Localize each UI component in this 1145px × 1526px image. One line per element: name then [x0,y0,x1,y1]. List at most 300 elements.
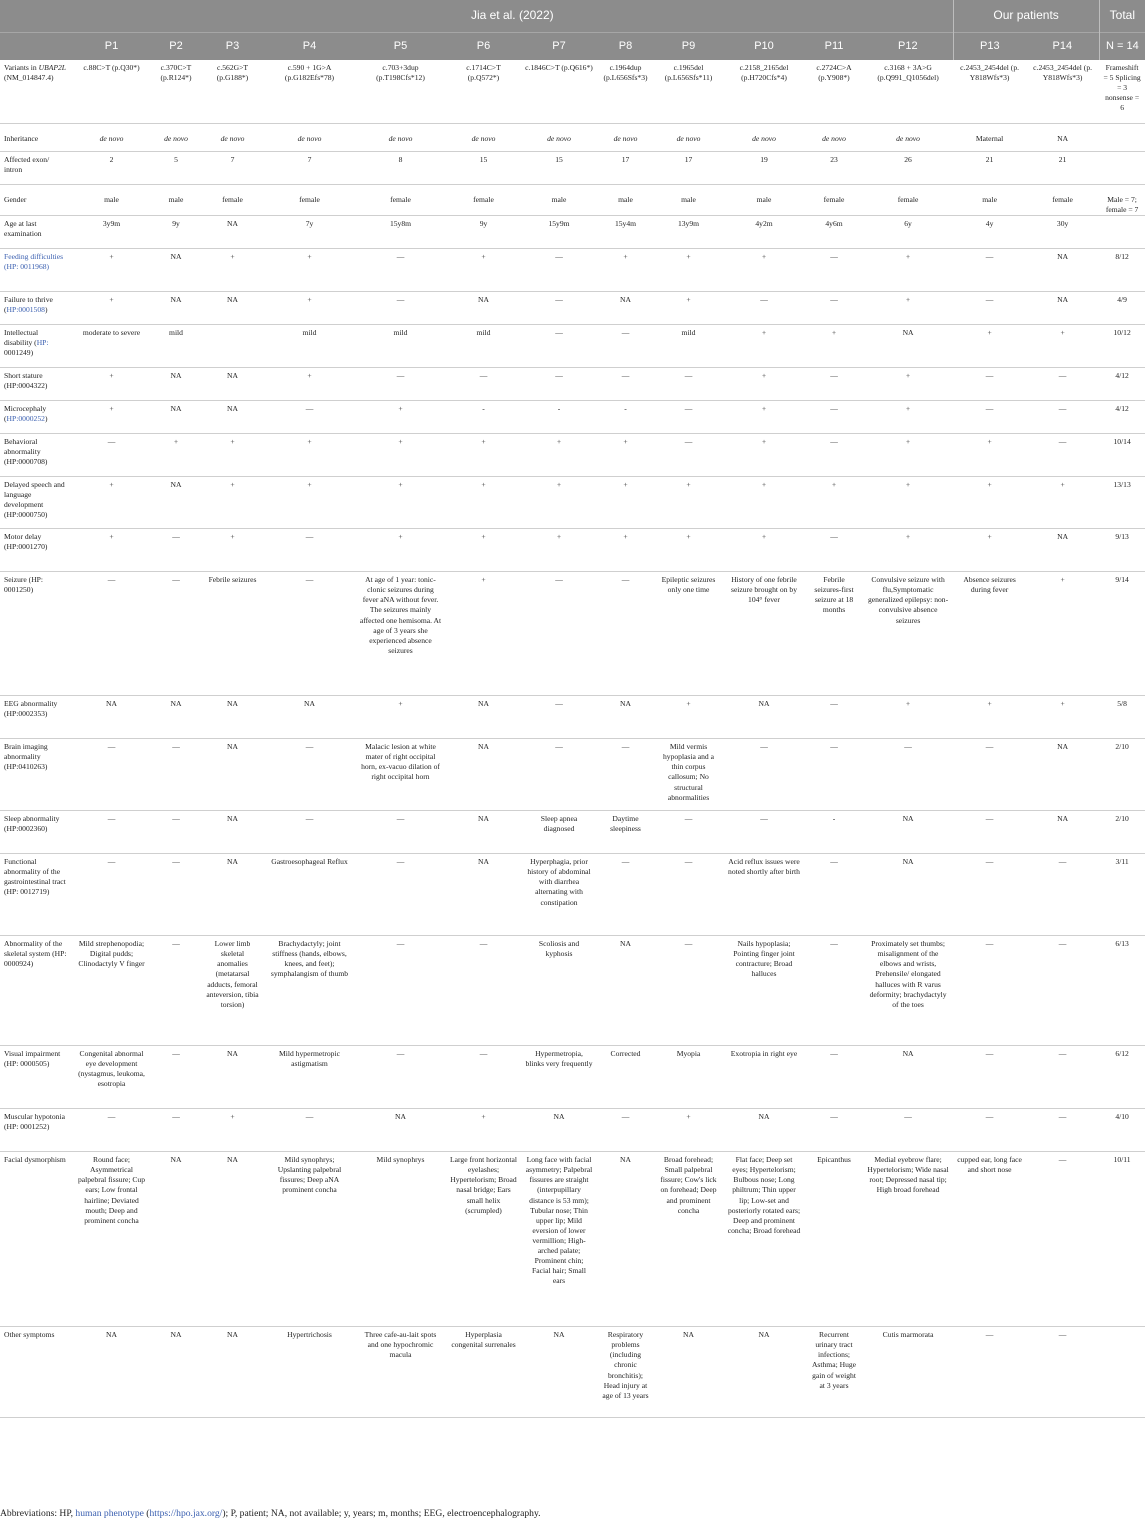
patient-cell: — [830,1049,838,1059]
group-total: Total [1099,0,1145,33]
patient-cell: Cutis marmorata [882,1330,934,1340]
patient-cell: + [761,328,767,338]
patient-cell: + [398,437,403,447]
patient-cell: + [905,404,911,414]
patient-cell: Mild vermis hypoplasia and a thin corpus callosum; No structural abnormalities [662,742,715,802]
total-cell: 2/10 [1115,814,1129,824]
row-label: Failure to thrive (HP:0001508) [4,295,53,315]
patient-cell: male [618,195,633,204]
patient-cell: Hyperplasia congenital surrenales [451,1330,516,1350]
patient-cell: female [390,195,411,204]
patient-cell: + [481,532,486,542]
patient-cell: + [230,437,235,447]
row-label: Affected exon/ intron [4,155,50,175]
patient-cell: + [307,371,312,381]
patient-cell: + [905,532,911,542]
patient-cell: + [481,1112,486,1122]
patient-cell: — [555,699,563,709]
patient-cell: Respiratory problems (including chronic bronchitis); Head injury at age of 13 years [602,1330,649,1400]
patient-cell: NA [478,742,489,752]
patient-cell: NA [227,742,238,752]
patient-cell: — [396,252,405,262]
patient-cell: — [830,532,838,542]
patient-cell: 15y8m [389,219,412,229]
table-row [0,401,1145,434]
patient-cell: — [1058,857,1067,867]
patient-cell: — [172,857,180,867]
patient-cell: de novo [896,134,920,143]
patient-cell: - [557,404,561,414]
patient-header: P1 [72,33,151,61]
patient-cell: — [830,699,838,709]
patient-cell: — [107,575,116,585]
patient-header: P5 [355,33,446,61]
group-jia: Jia et al. (2022) [72,0,953,33]
patient-cell: 23 [830,155,838,164]
patient-cell: 15y9m [548,219,570,229]
table-row [0,529,1145,572]
row-label: Functional abnormality of the gastrointestinal tract (HP: 0012719) [4,857,66,897]
patient-cell: c.590 + 1G>A (p.G182Efs*78) [284,63,335,83]
patient-cell: male [551,195,567,204]
row-label: Microcephaly (HP:0000252) [4,404,48,424]
patient-cell: NA [170,699,182,709]
patient-cell: Epileptic seizures only one time [661,575,716,595]
patient-cell: NA [170,404,182,414]
patient-cell: - [832,814,836,824]
patient-cell: + [686,699,691,709]
patient-cell: NA [227,219,238,229]
patient-cell: — [684,814,693,824]
patient-cell: male [168,195,184,204]
patient-cell: 7 [230,155,235,164]
patient-cell: de novo [752,134,776,143]
patient-cell: — [621,371,630,381]
table-row [0,739,1145,811]
total-cell: 10/12 [1113,328,1131,338]
patient-cell: female [473,195,494,204]
patient-cell: + [481,437,486,447]
patient-cell: + [307,437,312,447]
patient-cell: — [479,371,488,381]
patient-cell: + [623,480,628,490]
table-header [0,0,1145,60]
patient-cell: Brachydactyly; joint stiffness (hands, elbows, knees, and feet); symphalangism of thumb [270,939,349,979]
patient-cell: + [1060,480,1065,490]
patient-cell: + [761,371,767,381]
patient-cell: — [555,295,563,305]
patient-cell: — [305,404,314,414]
patient-cell: 4y [985,219,994,229]
patient-cell: Hypermetropia, blinks very frequently [525,1049,593,1069]
patient-cell: + [398,699,403,709]
patient-header: P14 [1026,33,1099,61]
patient-cell: female [299,195,320,204]
patient-cell: + [905,437,911,447]
patient-cell: NA [902,328,914,338]
patient-cell: 15 [479,155,488,164]
row-label: Visual impairment (HP: 0000505) [4,1049,61,1069]
patient-cell: Recurrent urinary tract infections; Asthma; Huge gain of weight at 3 years [811,1330,857,1390]
patient-cell: female [1052,195,1073,204]
header-corner-2 [0,33,72,61]
patient-cell: + [905,295,911,305]
patient-cell: 21 [1058,155,1067,164]
patient-cell: c.1964dup (p.L656Sfs*3) [603,63,648,83]
row-label: Feeding difficulties (HP: 0011968) [4,252,64,272]
patient-cell: — [305,1112,314,1122]
table-row [0,216,1145,249]
patient-cell: + [987,699,992,709]
patient-cell: 5 [174,155,178,164]
patient-cell: — [1058,939,1067,949]
patient-cell: — [555,371,563,381]
patient-cell: Flat face; Deep set eyes; Hypertelorism; Bulbous nose; Long philtrum; Thin upper lip; Low-set and posteriorly rotated ears; Deep and prominent concha; Broad forehead [727,1155,801,1235]
patient-cell: NA [620,939,631,949]
total-cell: 5/8 [1117,699,1127,709]
patient-cell: + [1060,328,1065,338]
patient-cell: 17 [621,155,630,164]
table-body [0,60,1145,1418]
patient-header: P7 [521,33,597,61]
patient-cell: — [830,857,838,867]
patient-cell: — [305,814,314,824]
patient-cell: + [1060,575,1065,585]
patient-cell: — [305,742,314,752]
patient-cell: — [172,939,180,949]
table-row [0,1327,1145,1418]
patient-cell: — [985,295,994,305]
patient-cell: NA [1057,295,1069,305]
patient-cell: Convulsive seizure with flu,Symptomatic generalized epilepsy: non-convulsive absence seizures [867,575,949,625]
patient-cell: + [686,532,691,542]
patient-cell: — [107,814,116,824]
patient-cell: mild [681,328,696,338]
patient-cell: Nails hypoplasia; Pointing finger joint contracture; Broad halluces [733,939,795,979]
patient-cell: Mild synophrys [376,1155,425,1165]
patient-cell: — [1058,437,1067,447]
patient-cell: de novo [99,134,124,143]
patient-cell: — [396,1049,405,1059]
patient-cell: — [172,1112,180,1122]
patient-cell: + [761,532,767,542]
patient-cell: + [398,404,403,414]
total-cell: 4/10 [1115,1112,1129,1122]
patient-header: P3 [201,33,264,61]
patient-cell: Absence seizures during fever [963,575,1016,595]
patient-cell: + [109,295,114,305]
patient-cell: — [760,742,768,752]
patient-cell: 26 [904,155,912,164]
patient-cell: mild [393,328,408,338]
patient-cell: 9y [479,219,488,229]
patient-cell: — [621,857,630,867]
patient-cell: NA [1057,134,1069,143]
patient-cell: 7 [307,155,312,164]
table-row [0,1046,1145,1109]
patient-cell: — [1058,371,1067,381]
patient-cell: NA [227,295,238,305]
table-row [0,292,1145,325]
patient-cell: — [305,575,314,585]
patient-cell: NA [227,1330,238,1340]
patient-cell: — [684,371,693,381]
total-cell: 2/10 [1115,742,1129,752]
patient-cell: + [905,371,911,381]
table-row [0,477,1145,529]
patient-cell: — [830,742,838,752]
row-label: Muscular hypotonia (HP: 0001252) [4,1112,65,1132]
patient-cell: c.1965del (p.L656Sfs*11) [664,63,713,83]
total-cell [1099,1327,1145,1418]
table-row [0,854,1145,936]
patient-cell: + [398,480,403,490]
patient-cell: - [624,404,627,414]
patient-cell: — [172,575,180,585]
patient-cell: + [398,532,403,542]
patient-cell: — [985,371,994,381]
patient-cell: 3y9m [102,219,121,229]
patient-cell: — [621,328,630,338]
patient-cell: — [760,814,768,824]
table-row [0,1109,1145,1152]
patient-cell: — [830,295,838,305]
patient-cell: NA [170,295,182,305]
table-row [0,368,1145,401]
patient-cell: + [556,437,562,447]
patient-cell: + [987,480,992,490]
patient-cell: 7y [305,219,314,229]
patient-cell: — [985,1049,994,1059]
total-cell: 9/13 [1115,532,1129,542]
patient-cell: NA [620,699,631,709]
patient-cell: + [761,404,767,414]
patient-cell: + [109,252,114,262]
patient-cell: — [684,857,693,867]
patient-cell: c.1714C>T (p.Q572*) [466,63,501,83]
group-our-patients: Our patients [953,0,1099,33]
patient-cell: History of one febrile seizure brought on by 104° fever [730,575,797,605]
patient-cell: 2 [109,155,114,164]
patient-cell: c.88C>T (p.Q30*) [83,63,140,72]
patient-cell: c.2724C>A (p.Y908*) [816,63,852,83]
patient-cell: + [686,480,691,490]
patient-cell: 4y6m [825,219,843,229]
patient-cell: de novo [613,134,638,143]
patient-cell: Round face; Asymmetrical palpebral fissure; Cup ears; Low frontal hairline; Deviated mouth; Deep and prominent concha [77,1155,146,1225]
table-row [0,696,1145,739]
patient-cell: + [761,480,767,490]
table-row [0,60,1145,124]
footnote-prefix: Abbreviations: HP, [0,1508,76,1519]
patient-cell: NA [1057,252,1069,262]
table-footnote: Abbreviations: HP, human phenotype (https://hpo.jax.org/); P, patient; NA, not available; y, years; m, months; EEG, electroencephalography. [0,1508,541,1519]
patient-cell: + [556,480,562,490]
patient-cell: + [987,328,992,338]
patient-cell: mild [169,328,183,338]
patient-cell: NA [106,699,117,709]
patient-cell: Epicanthus [817,1155,851,1165]
patient-cell: — [107,437,116,447]
patient-cell: de novo [822,134,846,143]
patient-cell: Sleep apnea diagnosed [540,814,578,834]
patient-cell: - [482,404,485,414]
table-row [0,152,1145,185]
patient-cell: NA [227,814,238,824]
patient-cell: female [222,195,243,204]
patient-cell: NA [758,699,770,709]
patient-cell: + [905,480,911,490]
patient-cell: + [556,532,562,542]
row-label: Sleep abnormality (HP:0002360) [4,814,60,834]
patient-cell: + [230,532,235,542]
total-cell: 4/12 [1115,404,1129,414]
total-cell [1099,124,1145,152]
row-label: Inheritance [4,134,39,143]
patient-cell: NA [620,1155,631,1165]
patient-cell: moderate to severe [82,328,141,338]
patient-header: P2 [151,33,201,61]
patient-cell: de novo [676,134,701,143]
patient-cell: — [1058,1112,1067,1122]
patient-cell: Myopia [676,1049,701,1059]
patient-cell: + [623,532,628,542]
patient-cell: — [830,1112,838,1122]
patient-cell [201,325,264,368]
patient-cell: + [623,437,628,447]
patient-cell: NA [1057,532,1069,542]
patient-cell: Gastroesophageal Reflux [271,857,348,867]
patient-cell: + [1060,699,1065,709]
patient-cell: + [686,295,691,305]
row-label: Gender [4,195,27,204]
patient-cell: — [684,404,693,414]
table-row [0,124,1145,152]
patient-cell: — [396,295,405,305]
patient-header: P10 [723,33,805,61]
patient-cell: — [107,857,116,867]
patient-cell: — [621,1112,630,1122]
patient-cell: + [481,480,486,490]
patient-cell: NA [553,1330,565,1340]
patient-cell: de novo [547,134,571,143]
patient-cell: Mild synophrys; Upslanting palpebral fissures; Deep aNA prominent concha [277,1155,342,1195]
patient-cell: — [396,814,405,824]
total-cell: 3/11 [1115,857,1129,867]
patient-cell: NA [478,295,489,305]
patient-cell: 30y [1056,219,1069,229]
patient-cell: 19 [760,155,768,164]
total-cell: 10/14 [1113,437,1131,447]
patient-cell: NA [170,480,182,490]
patient-cell: — [904,742,912,752]
patient-cell: NA [227,857,238,867]
patient-cell: NA [170,252,182,262]
total-cell [1099,152,1145,185]
patient-cell: Three cafe-au-lait spots and one hypochromic macula [364,1330,437,1360]
patient-header: P8 [597,33,654,61]
patient-cell: Lower limb skeletal anomalies (metatarsal adducts, femoral anteversion, tibia torsion) [206,939,259,1009]
patient-cell: Mild strephenopodia; Digital pudds; Clinodactyly V finger [78,939,145,969]
patient-cell: NA [395,1112,406,1122]
patient-cell: male [756,195,772,204]
patient-cell: — [172,1049,180,1059]
patient-cell: c.1846C>T (p.Q616*) [525,63,593,72]
patient-cell: de novo [471,134,496,143]
patient-header: P12 [863,33,953,61]
row-label: Behavioral abnormality (HP:0000708) [4,437,48,467]
total-cell: Frameshift = 5 Splicing = 3 nonsense = 6 [1103,63,1141,113]
total-cell: 4/12 [1115,371,1129,381]
footnote-suffix: ; P, patient; NA, not available; y, years; m, months; EEG, electroencephalography. [225,1508,541,1519]
patient-cell: — [555,575,563,585]
patient-cell: — [107,1112,116,1122]
patient-cell: c.2453_2454del (p. Y818Wfs*3) [1033,63,1093,83]
patient-cell: — [1058,404,1067,414]
patient-cell: — [904,1112,912,1122]
patient-cell: — [396,939,405,949]
patient-cell: — [1058,1330,1067,1340]
patient-cell: NA [106,1330,117,1340]
patient-cell: 15y4m [614,219,637,229]
patient-cell: — [107,742,116,752]
patient-cell: de novo [297,134,322,143]
patient-cell: + [481,252,486,262]
total-cell: Male = 7; female = 7 [1105,195,1139,215]
row-label: Intellectual disability (HP: 0001249) [4,328,49,358]
patient-cell: 13y9m [677,219,700,229]
table-row [0,249,1145,292]
patient-cell: NA [227,699,238,709]
patient-cell: Febrile seizures-first seizure at 18 months [814,575,854,615]
patient-cell: Long face with facial asymmetry; Palpebral fissures are straight (interpupillary distance is 53 mm); Tubular nose; Thin upper lip; Mild eversion of lower vermillion; High-arched palate; Prominent chin; Facial hair; Small ears [525,1155,593,1286]
patient-cell: NA [478,699,489,709]
patient-cell: 8 [398,155,403,164]
total-cell: 6/12 [1115,1049,1129,1059]
patient-cell: Proximately set thumbs; misalignment of the elbows and wrists, Prehensile/ elongated halluces with R varus deformity; brachydactyly of the toes [869,939,947,1009]
patient-cell: Malacic lesion at white mater of right occipital horn, ex-vacuo dilation of right occipital horn [361,742,440,782]
patient-cell: — [555,742,563,752]
row-label: Brain imaging abnormality (HP:0410263) [4,742,48,772]
patient-cell: 6y [904,219,912,229]
patient-cell: — [684,437,693,447]
patient-cell: 9y [172,219,180,229]
patient-cell: NA [902,857,914,867]
patient-cell: At age of 1 year: tonic-clonic seizures during fever aNA without fever. The seizures mainly affected one hemisoma. At age of 3 years she experienced absence seizures [359,575,442,655]
patient-cell: c.2453_2454del (p. Y818Wfs*3) [960,63,1020,83]
patient-header: P6 [446,33,521,61]
patient-cell: Congenital abnormal eye development (nystagmus, leukoma, esotropia [78,1049,145,1089]
patient-cell: mild [476,328,491,338]
footnote-link[interactable]: human phenotype [75,1508,144,1519]
patient-cell: — [684,939,693,949]
patient-cell: — [760,295,768,305]
footnote-url[interactable]: https://hpo.jax.org/ [149,1508,223,1519]
patient-cell: female [823,195,845,204]
total-cell: 10/11 [1113,1155,1131,1165]
patient-cell: + [987,532,992,542]
patient-cell: — [621,742,630,752]
patient-cell: — [985,1330,994,1340]
patient-cell: 15 [555,155,563,164]
patient-cell: de novo [220,134,245,143]
patient-cell: — [172,814,180,824]
patient-cell: — [985,939,994,949]
patient-cell: NA [1057,742,1069,752]
patient-cell: + [109,480,114,490]
patient-cell: de novo [388,134,413,143]
patient-cell: + [230,1112,235,1122]
